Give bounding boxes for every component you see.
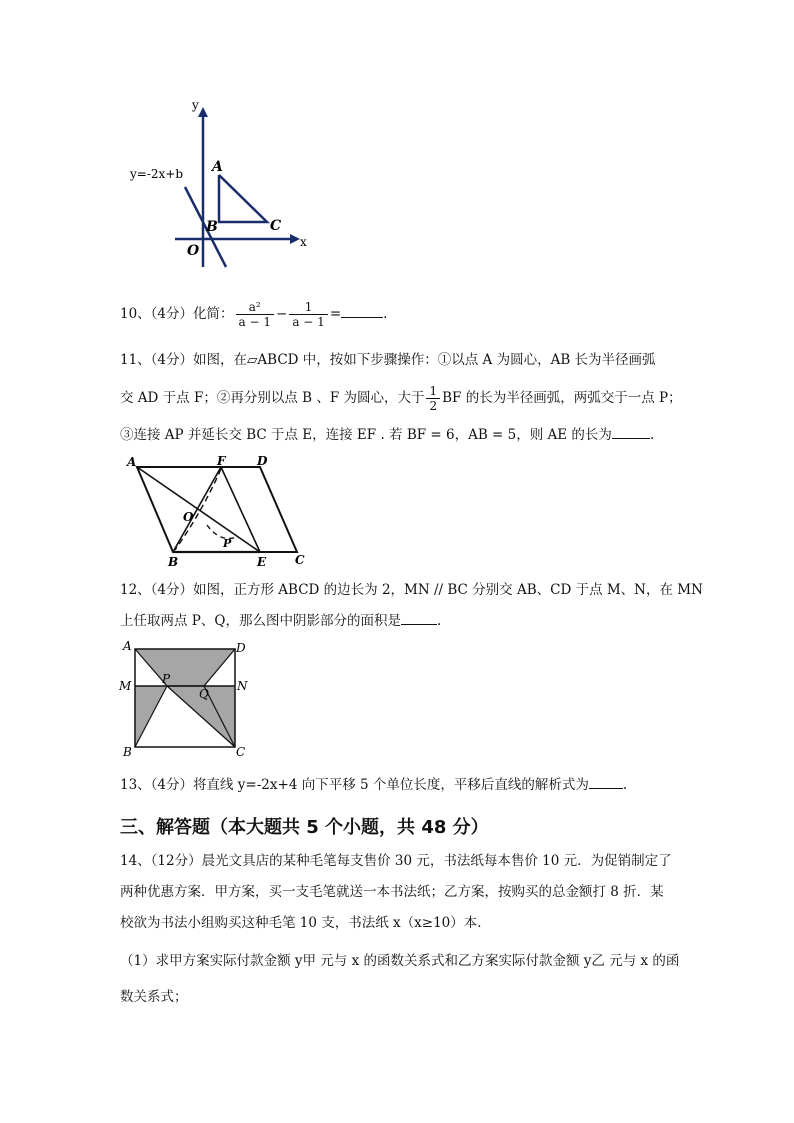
q10-frac1-denominator: a − 1 <box>238 315 272 329</box>
q10-fraction-2 <box>289 300 327 329</box>
arc-near-p <box>207 525 237 539</box>
fig2-label-p: P <box>223 537 232 550</box>
q13-text: 13、（4分）将直线 y=-2x+4 向下平移 5 个单位长度，平移后直线的解析式为 <box>120 777 589 793</box>
q11-half-fraction <box>426 384 440 413</box>
y-axis-arrow <box>198 107 208 117</box>
q11-half-numerator: 1 <box>426 384 440 399</box>
segment-bf <box>173 467 221 552</box>
fig3-label-a: A <box>123 639 132 653</box>
figure-square-shaded <box>115 638 255 760</box>
question-14-part-1-line-2: 数关系式； <box>120 989 188 1005</box>
fig3-label-c: C <box>236 745 246 759</box>
question-14-line-1: 14、（12分）晨光文具店的某种毛笔每支售价 30 元，书法纸每本售价 10 元．为促销制定了 <box>120 853 672 869</box>
question-12-line-1: 12、（4分）如图，正方形 ABCD 的边长为 2，MN // BC 分别交 AB、CD 于点 M、N，在 MN <box>120 582 703 598</box>
q10-prefix: 10、（4分）化简： <box>120 306 234 322</box>
fig2-label-b: B <box>168 555 179 569</box>
q11-half-denominator: 2 <box>429 399 438 413</box>
q10-answer-blank <box>341 303 383 318</box>
q13-end: . <box>622 777 628 793</box>
fig2-label-c: C <box>295 553 305 567</box>
x-axis-label: x <box>300 235 307 249</box>
q11-end: . <box>649 427 655 443</box>
fig3-label-n: N <box>237 679 248 693</box>
fig3-label-d: D <box>236 641 246 655</box>
point-c-label: C <box>270 218 282 234</box>
q13-answer-blank <box>589 774 623 789</box>
question-14-line-2: 两种优惠方案．甲方案，买一支毛笔就送一本书法纸；乙方案，按购买的总金额打 8 折．某 <box>120 884 664 900</box>
line-label: y=-2x+b <box>130 167 184 181</box>
q10-frac1-numerator: a² <box>236 300 274 315</box>
fig2-label-f: F <box>217 455 226 468</box>
q12-line2-text: 上任取两点 P、Q，那么图中阴影部分的面积是 <box>120 613 401 629</box>
point-b-label: B <box>206 219 218 235</box>
q10-frac2-denominator: a − 1 <box>292 315 325 329</box>
q10-minus: − <box>276 306 288 322</box>
q11-line2-start: 交 AD 于点 F；②再分别以点 B 、F 为圆心，大于 <box>120 390 425 406</box>
q10-fraction-1 <box>236 300 274 329</box>
fig3-label-b: B <box>123 745 132 759</box>
fig2-label-a: A <box>127 455 137 469</box>
question-11-line-2 <box>120 384 682 413</box>
fig2-label-o: O <box>183 510 194 524</box>
q12-end: . <box>436 613 442 629</box>
q10-end: . <box>383 306 388 322</box>
parallelogram-abcd <box>137 467 297 552</box>
figure-parallelogram <box>125 455 325 570</box>
q11-line3-text: ③连接 AP 并延长交 BC 于点 E，连接 EF . 若 BF = 6，AB = 5，则 AE 的长为 <box>120 427 612 443</box>
q10-frac2-numerator: 1 <box>289 300 327 315</box>
q12-answer-blank <box>401 610 437 625</box>
fig2-label-e: E <box>257 555 267 569</box>
question-12-line-2 <box>120 610 441 631</box>
question-11-line-1: 11、（4分）如图，在▱ABCD 中，按如下步骤操作：①以点 A 为圆心，AB 长为半径画弧 <box>120 352 656 368</box>
question-11-line-3 <box>120 424 654 445</box>
triangle-abc <box>219 175 267 222</box>
q11-answer-blank <box>612 424 650 439</box>
q11-line2-end: BF 的长为半径画弧，两弧交于一点 P； <box>442 390 682 406</box>
x-axis-arrow <box>290 234 300 244</box>
fig3-label-q: Q <box>199 687 209 701</box>
figure-line-triangle <box>125 95 315 275</box>
question-14-line-3: 校欲为书法小组购买这种毛笔 10 支，书法纸 x（x≥10）本． <box>120 915 491 931</box>
question-13 <box>120 774 627 795</box>
origin-label: O <box>187 243 200 259</box>
y-axis-label: y <box>192 98 199 112</box>
fig3-label-p: P <box>162 672 171 686</box>
question-14-part-1-line-1: （1）求甲方案实际付款金额 y甲 元与 x 的函数关系式和乙方案实际付款金额 y乙 元与 x 的函 <box>120 953 680 969</box>
fig3-label-m: M <box>119 679 132 693</box>
question-10 <box>120 300 387 329</box>
section-3-heading: 三、解答题（本大题共 5 个小题，共 48 分） <box>120 817 489 838</box>
point-a-label: A <box>212 159 223 175</box>
fig2-label-d: D <box>257 455 268 468</box>
q10-equals: = <box>329 306 342 322</box>
